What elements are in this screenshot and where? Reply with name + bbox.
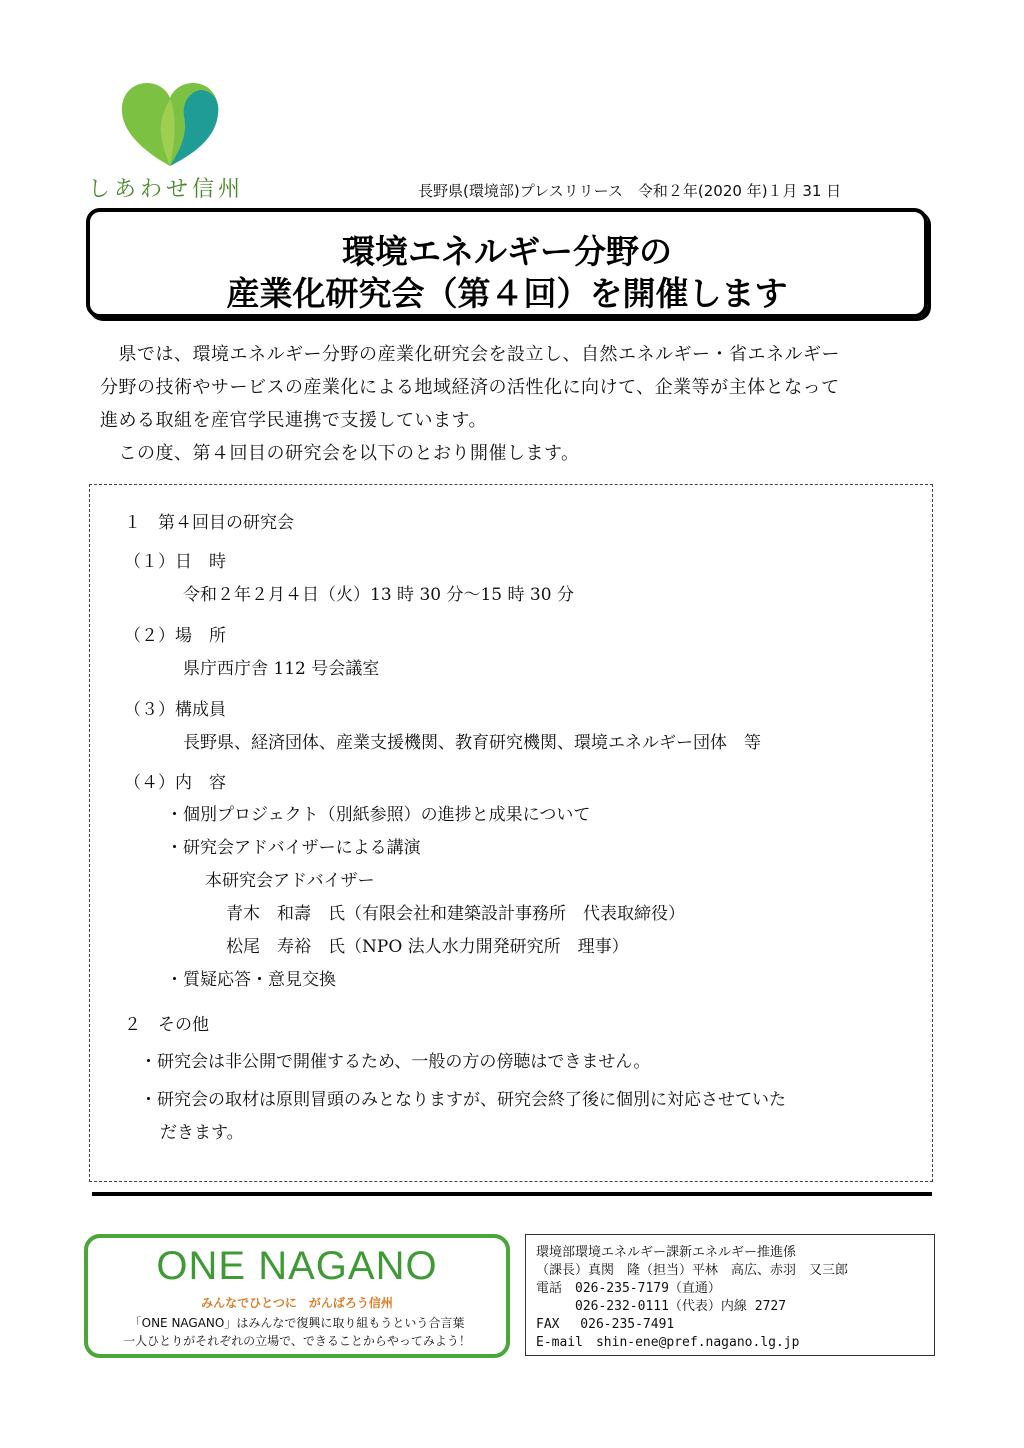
one-nagano-desc-1: 「ONE NAGANO」はみんなで復興に取り組もうという合言葉 bbox=[129, 1316, 465, 1330]
intro-line-1: 県では、環境エネルギー分野の産業化研究会を設立し、自然エネルギー・省エネルギー bbox=[100, 344, 840, 365]
intro-line-3: 進める取組を産官学民連携で支援しています。 bbox=[100, 410, 488, 431]
contact-tel-direct: 電話 026-235-7179（直通） bbox=[536, 1281, 721, 1296]
contact-tel-main: 026-232-0111（代表）内線 2727 bbox=[536, 1299, 787, 1314]
divider bbox=[92, 1192, 932, 1196]
advisor-heading: 本研究会アドバイザー bbox=[205, 871, 375, 891]
title-box bbox=[86, 208, 928, 318]
venue-label: （２）場 所 bbox=[124, 626, 226, 646]
press-release-line: 長野県(環境部)プレスリリース 令和２年(2020 年)１月 31 日 bbox=[418, 182, 842, 200]
content-bullet-1: ・個別プロジェクト（別紙参照）の進捗と成果について bbox=[166, 805, 591, 825]
title-line-2: 産業化研究会（第４回）を開催します bbox=[226, 274, 788, 313]
advisor-1: 青木 和壽 氏（有限会社和建築設計事務所 代表取締役） bbox=[226, 904, 685, 924]
content-label: （４）内 容 bbox=[124, 773, 226, 793]
content-bullet-3: ・質疑応答・意見交換 bbox=[166, 970, 336, 990]
intro-line-2: 分野の技術やサービスの産業化による地域経済の活性化に向けて、企業等が主体となって bbox=[100, 377, 840, 398]
one-nagano-banner bbox=[84, 1234, 510, 1358]
shinshu-heart-logo bbox=[118, 78, 222, 170]
intro-line-4: この度、第４回目の研究会を以下のとおり開催します。 bbox=[100, 443, 580, 464]
section-2-heading: ２ その他 bbox=[124, 1015, 209, 1035]
one-nagano-tagline: みんなでひとつに がんばろう信州 bbox=[201, 1296, 393, 1310]
contact-box bbox=[525, 1234, 935, 1356]
one-nagano-logo: ONE NAGANO bbox=[156, 1244, 438, 1288]
contact-email: E-mail shin-ene@pref.nagano.lg.jp bbox=[536, 1335, 800, 1350]
other-bullet-2-line-1: ・研究会の取材は原則冒頭のみとなりますが、研究会終了後に個別に対応させていた bbox=[140, 1090, 786, 1110]
section-1-heading: １ 第４回目の研究会 bbox=[124, 513, 294, 533]
datetime-value: 令和２年２月４日（火）13 時 30 分～15 時 30 分 bbox=[183, 585, 574, 605]
contact-staff: （課長）真関 隆（担当）平林 高広、赤羽 又三郎 bbox=[536, 1263, 849, 1278]
venue-value: 県庁西庁舎 112 号会議室 bbox=[183, 659, 380, 679]
content-bullet-2: ・研究会アドバイザーによる講演 bbox=[166, 838, 421, 858]
logo-text: しあわせ信州 bbox=[88, 177, 245, 202]
other-bullet-1: ・研究会は非公開で開催するため、一般の方の傍聴はできません。 bbox=[140, 1052, 651, 1072]
members-value: 長野県、経済団体、産業支援機関、教育研究機関、環境エネルギー団体 等 bbox=[183, 733, 761, 753]
other-bullet-2-line-2: だきます。 bbox=[160, 1123, 244, 1143]
advisor-2: 松尾 寿裕 氏（NPO 法人水力開発研究所 理事） bbox=[226, 937, 629, 957]
contact-fax: FAX 026-235-7491 bbox=[536, 1317, 675, 1332]
contact-dept: 環境部環境エネルギー課新エネルギー推進係 bbox=[536, 1245, 797, 1260]
datetime-label: （１）日 時 bbox=[124, 552, 226, 572]
title-line-1: 環境エネルギー分野の bbox=[342, 232, 672, 271]
members-label: （３）構成員 bbox=[124, 700, 226, 720]
one-nagano-desc-2: 一人ひとりがそれぞれの立場で、できることからやってみよう！ bbox=[123, 1334, 471, 1348]
